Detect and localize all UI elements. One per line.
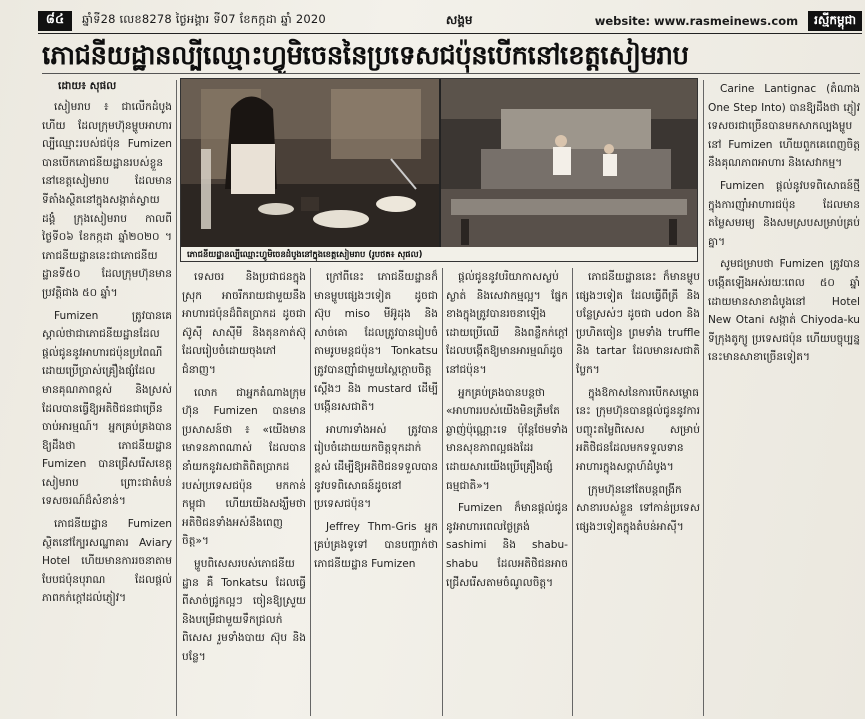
column-rule bbox=[703, 80, 704, 716]
paragraph: ភោជនីយដ្ឋាននេះ ក៏មានម្ហូបផ្សេងៗទៀត ដែលធ្វើពីត្រី និងបន្លែស្រស់ៗ ដូចជា udon និងប្រហិតចៀន ព្រមទាំង truffle និង tartar ដែលមានរសជាតិប្លែក។ bbox=[576, 271, 700, 376]
byline: ដោយ៖ សុផល bbox=[58, 80, 117, 92]
paragraph: ផ្តល់ជូននូវបរិយាកាសស្ងប់ស្ងាត់ និងសេវាកម្មល្អ។ ផ្នែកខាងក្នុងត្រូវបានរចនាឡើងដោយប្រើឈើ និងពន្លឺកក់ក្តៅ ដែលបង្កើតឱ្យមានអារម្មណ៍ដូចនៅជប៉ុន។ bbox=[446, 271, 568, 376]
newspaper-logo: រស្មីកម្ពុជា bbox=[808, 11, 862, 31]
column-rule bbox=[310, 268, 311, 716]
paragraph: សូមជម្រាបថា Fumizen ត្រូវបានបង្កើតឡើងអស់រយៈពេល ៥០ ឆ្នាំ ដោយមានសាខាដំបូងនៅ Hotel New Otani សង្កាត់ Chiyoda-ku ទីក្រុងតូក្យូ ប្រទេសជប៉ុន ហើយបច្ចុប្បន្ននេះមានសាខាច្រើនទៀត។ bbox=[708, 258, 860, 364]
paragraph: Fumizen ផ្តល់នូវបទពិសោធន៍ថ្មីក្នុងការញ៉ាំអាហារជប៉ុន ដែលមានតម្លៃសមរម្យ និងសមស្របសម្រាប់គ្រប់គ្នា។ bbox=[708, 179, 860, 248]
column-rule bbox=[572, 268, 573, 716]
article-column-3 bbox=[314, 268, 438, 716]
column-rule bbox=[176, 80, 177, 716]
website-url[interactable]: website: www.rasmeinews.com bbox=[594, 13, 799, 28]
paragraph: អាហារទាំងអស់ ត្រូវបានរៀបចំដោយយកចិត្តទុកដាក់ខ្ពស់ ដើម្បីឱ្យអតិថិជនទទួលបាននូវបទពិសោធន៍ដូចនៅប្រទេសជប៉ុន។ bbox=[314, 423, 438, 511]
paragraph: អ្នកគ្រប់គ្រងបានបន្តថា «អាហាររបស់យើងមិនត្រឹមតែឆ្ងាញ់ប៉ុណ្ណោះទេ ប៉ុន្តែថែមទាំងមានសុខភាពល្អផងដែរ ដោយសារយើងប្រើគ្រឿងផ្សំធម្មជាតិ»។ bbox=[446, 386, 568, 492]
paragraph: Jeffrey Thm-Gris អ្នកគ្រប់គ្រងទូទៅ បានបញ្ជាក់ថា ភោជនីយដ្ឋាន Fumizen bbox=[314, 520, 438, 570]
headline: ភោជនីយដ្ឋានល្បីឈ្មោះហ្វូមិចេននៃប្រទេសជប៉ុនបើកនៅខេត្តសៀមរាប bbox=[42, 38, 860, 74]
page-number: ៨៤ bbox=[38, 11, 72, 31]
photo-caption: ភោជនីយដ្ឋានល្បីឈ្មោះហ្វូមិចេនដំបូងនៅក្នុងខេត្តសៀមរាប (រូបថត៖ សុផល) bbox=[181, 247, 697, 261]
paragraph: ភោជនីយដ្ឋាន Fumizen ស្ថិតនៅក្បែរសណ្ឋាគារ Aviary Hotel ហើយមានការរចនាតាមបែបជប៉ុនបុរាណ ដែលផ្តល់ភាពកក់ក្តៅដល់ភ្ញៀវ។ bbox=[42, 518, 172, 605]
paragraph: លោក ជាអ្នកតំណាងក្រុមហ៊ុន Fumizen បានមានប្រសាសន៍ថា ៖ «យើងមានមោទនភាពណាស់ ដែលបាននាំយកនូវរសជាតិពិតប្រាកដរបស់ប្រទេសជប៉ុន មកកាន់កម្ពុជា ហើយយើងសង្ឃឹមថា អតិថិជនទាំងអស់នឹងពេញចិត្ត»។ bbox=[182, 386, 306, 548]
paragraph: Fumizen ក៏មានផ្តល់ជូននូវអាហារពេលថ្ងៃត្រង់ sashimi និង shabu-shabu ដែលអតិថិជនអាចជ្រើសរើសតាមចំណូលចិត្ត។ bbox=[446, 502, 568, 589]
article-column-1 bbox=[42, 98, 172, 716]
paragraph: ម្ហូបពិសេសរបស់ភោជនីយដ្ឋាន គឺ Tonkatsu ដែលធ្វើពីសាច់ជ្រូកល្អៗ ចៀនឱ្យស្រួយ និងបម្រើជាមួយទឹកជ្រលក់ពិសេស រួមទាំងបាយ ស៊ុប និងបន្លែ។ bbox=[182, 557, 306, 663]
section-label: សង្គម bbox=[445, 12, 473, 27]
paragraph: ក្រុមហ៊ុននៅតែបន្តពង្រីកសាខារបស់ខ្លួន ទៅកាន់ប្រទេសផ្សេងៗទៀតក្នុងតំបន់អាស៊ី។ bbox=[576, 483, 700, 533]
paragraph: សៀមរាប ៖ ជាលើកដំបូងហើយ ដែលក្រុមហ៊ុនម្ហូបអាហារល្បីឈ្មោះរបស់ជប៉ុន Fumizen បានបើកភោជនីយដ្ឋានរបស់ខ្លួននៅខេត្តសៀមរាប ដែលមានទីតាំងស្ថិតនៅក្នុងសង្កាត់ស្វាយដង្គំ ក្រុងសៀមរាប កាលពីថ្ងៃទី០៦ ខែកក្កដា ឆ្នាំ២០២០ ។ ភោជនីយដ្ឋាននេះជាភោជនីយដ្ឋានទី៥០ ដែលក្រុមហ៊ុនមានប្រវត្តិជាង ៥០ ឆ្នាំ។ bbox=[42, 101, 172, 299]
issue-line: ឆ្នាំទី28 លេខ8278 ថ្ងៃអង្គារ ទី07 ខែកក្កដា ឆ្នាំ 2020 bbox=[82, 12, 326, 26]
paragraph: ក្រៅពីនេះ ភោជនីយដ្ឋានក៏មានម្ហូបផ្សេងៗទៀត ដូចជា ស៊ុប miso មីអ៊ូដុង និងសាច់គោ ដែលត្រូវបានរៀបចំតាមរូបមន្តជប៉ុន។ Tonkatsu ត្រូវបានញ៉ាំជាមួយស្ពៃក្តោបចិត្តស្តើងៗ និង mustard ដើម្បីបង្កើនរសជាតិ។ bbox=[314, 271, 438, 414]
article-column-5 bbox=[576, 268, 700, 716]
article-column-2 bbox=[182, 268, 306, 716]
article-column-6 bbox=[708, 80, 860, 716]
paragraph: ទេសចរ និងប្រជាជនក្នុងស្រុក អាចរីករាយជាមួយនឹងអាហារជប៉ុនដ៏ពិតប្រាកដ ដូចជា ស៊ូស៊ី សាស៊ីមី និងតុនកាត់ស៊ុ ដែលរៀបចំដោយចុងភៅជំនាញ។ bbox=[182, 271, 306, 376]
restaurant-guest-photo bbox=[181, 79, 439, 249]
paragraph: Carine Lantignac (តំណាង One Step Into) បានឱ្យដឹងថា ភ្ញៀវទេសចរជាច្រើនបានមកសាកល្បងម្ហូបនៅ Fumizen ហើយពួកគេពេញចិត្តនឹងគុណភាពអាហារ និងសេវាកម្ម។ bbox=[708, 83, 860, 170]
photo-block bbox=[180, 78, 698, 262]
article-column-4 bbox=[446, 268, 568, 716]
column-rule bbox=[442, 268, 443, 716]
paragraph: Fumizen ត្រូវបានគេស្គាល់ថាជាភោជនីយដ្ឋានដែលផ្តល់ជូននូវអាហារជប៉ុនប្រពៃណី ដោយប្រើប្រាស់គ្រឿងផ្សំដែលមានគុណភាពខ្ពស់ និងស្រស់ ដែលបានធ្វើឱ្យអតិថិជនជាច្រើនចាប់អារម្មណ៍។ អ្នកគ្រប់គ្រងបានឱ្យដឹងថា ភោជនីយដ្ឋាន Fumizen បានជ្រើសរើសខេត្តសៀមរាប ព្រោះជាតំបន់ទេសចរណ៍ដ៏សំខាន់។ bbox=[42, 309, 172, 508]
page-header bbox=[38, 8, 862, 34]
paragraph: ក្នុងឱកាសនៃការបើកសម្ពោធនេះ ក្រុមហ៊ុនបានផ្តល់ជូននូវការបញ្ចុះតម្លៃពិសេស សម្រាប់អតិថិជនដែលមកទទួលទានអាហារក្នុងសប្តាហ៍ដំបូង។ bbox=[576, 386, 700, 473]
restaurant-kitchen-photo bbox=[441, 79, 697, 249]
